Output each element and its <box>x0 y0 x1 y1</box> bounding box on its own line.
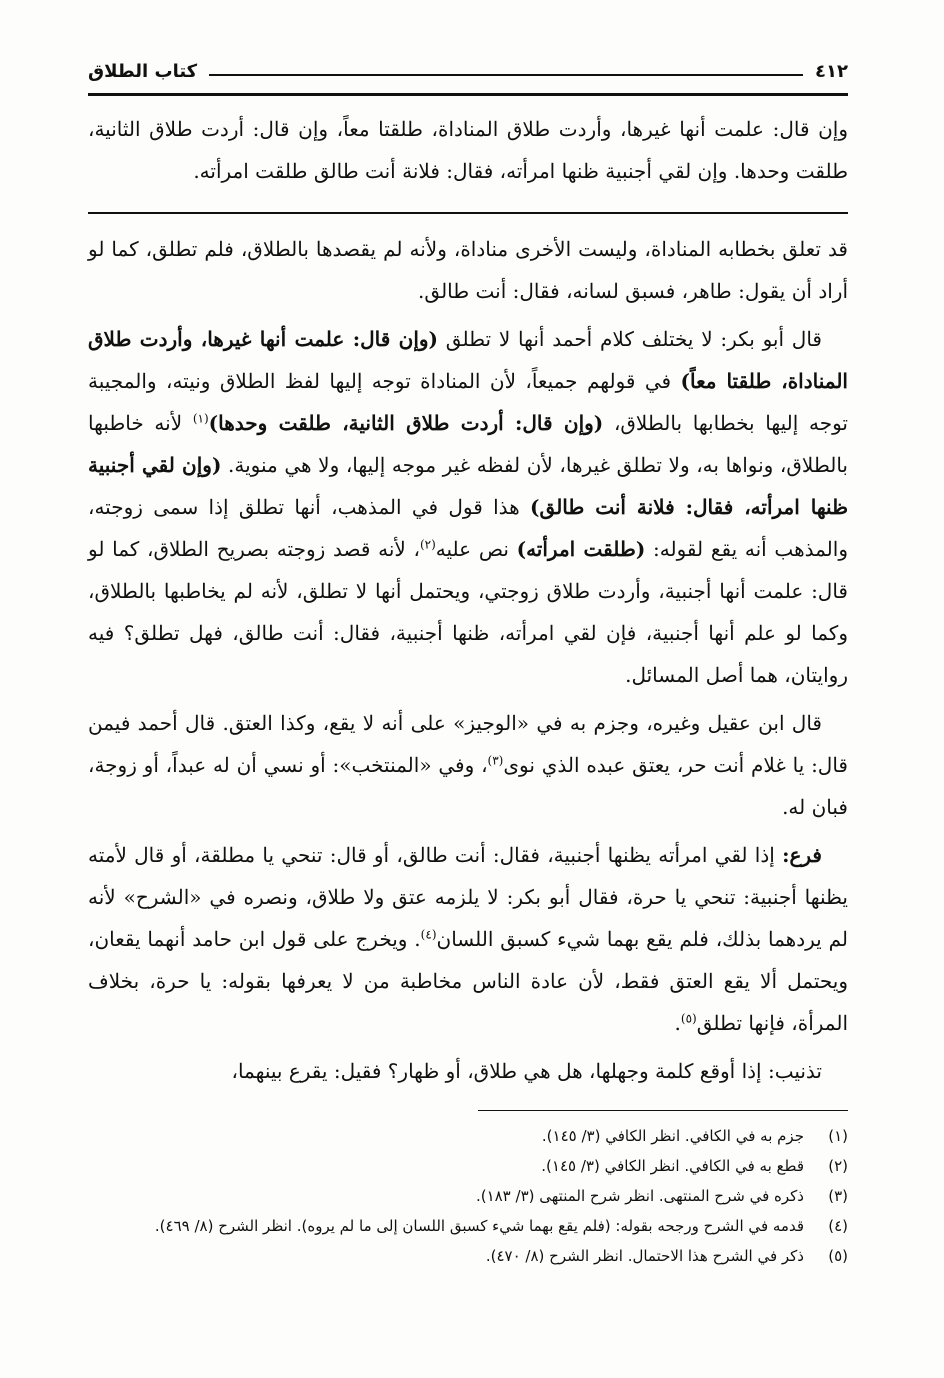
footnote-ref[interactable]: (٣) <box>487 753 504 768</box>
footnote <box>88 1121 848 1151</box>
footnote-ref[interactable]: (٤) <box>420 927 437 942</box>
quoted-matn: (وإن لقي أجنبية ظنها امرأته، فقال: فلانة أنت طالق) <box>88 453 848 519</box>
footnote-ref[interactable]: (٥) <box>680 1011 697 1026</box>
footnote <box>88 1241 848 1271</box>
footnote-number: (٢) <box>828 1157 848 1175</box>
commentary-paragraph-2 <box>88 318 848 696</box>
page-number: ٤١٢ <box>815 60 848 82</box>
text-run: قال أبو بكر: لا يختلف كلام أحمد أنها لا تطلق <box>438 327 822 351</box>
text-run: . ويخرج على قول ابن حامد أنهما يقعان، ويحتمل ألا يقع العتق فقط، لأن عادة الناس مخاطبة من لا يعرفها بقوله: يا حرة، بخلاف المرأة، فإنها تطلق <box>88 927 848 1035</box>
quoted-matn: (وإن قال: علمت أنها غيرها، وأردت طلاق المناداة، طلقتا معاً) <box>88 327 848 393</box>
header-divider <box>88 93 848 96</box>
footnote-number: (٤) <box>828 1217 848 1235</box>
matn-separator <box>88 212 848 214</box>
commentary-paragraph-5: تذنيب: إذا أوقع كلمة وجهلها، هل هي طلاق، أو ظهار؟ فقيل: يقرع بينهما، <box>231 1059 822 1083</box>
footnote-number: (٥) <box>828 1247 848 1265</box>
text-run: نص عليه <box>435 537 517 561</box>
text-run: إذا لقي امرأته يظنها أجنبية، فقال: أنت طالق، أو قال: تنحي يا مطلقة، أو قال لأمته يظنها أجنبية: تنحي يا حرة، فقال أبو بكر: لا يلزمه عتق ولا طلاق، ونصره في «الشرح» لأنه لم يردهما بذلك، فلم يقع بهما شيء كسبق اللسان <box>88 843 849 951</box>
footnote-separator <box>478 1110 848 1111</box>
footnote-text: جزم به في الكافي. انظر الكافي (٣/ ١٤٥). <box>541 1127 804 1145</box>
footnote-text: قطع به في الكافي. انظر الكافي (٣/ ١٤٥). <box>541 1157 804 1175</box>
text-run: في قولهم جميعاً، لأن المناداة توجه إليها لفظ الطلاق ونيته، والمجيبة توجه إليها بخطابها بالطلاق، <box>88 369 848 435</box>
text-run: . <box>674 1011 681 1035</box>
far-label: فرع: <box>782 843 822 867</box>
header-rule <box>209 74 803 76</box>
footnote <box>88 1181 848 1211</box>
footnotes <box>88 1121 848 1271</box>
footnote-ref[interactable]: (٢) <box>419 537 436 552</box>
text-run: ، وفي «المنتخب»: أو نسي أن له عبداً، أو زوجة، فبان له. <box>88 753 848 819</box>
text-run: هذا قول في المذهب، أنها تطلق إذا سمى زوجته، والمذهب أنه يقع لقوله: <box>88 495 848 561</box>
text-run: ، لأنه قصد زوجته بصريح الطلاق، كما لو قال: علمت أنها أجنبية، وأردت طلاق زوجتي، ويحتمل أنها لا تطلق، لأنه لم يخاطبها بالطلاق، وكما لو علم أنها أجنبية، فإن لقي امرأته، ظنها أجنبية، فقال: أنت طالق، فهل تطلق؟ فيه روايتان، هما أصل المسائل. <box>88 537 848 687</box>
footnote-ref[interactable]: (١) <box>192 411 209 426</box>
page-header <box>88 55 848 87</box>
footnote-number: (٣) <box>828 1187 848 1205</box>
text-run: لأنه خاطبها بالطلاق، ونواها به، ولا تطلق غيرها، لأن لفظه غير موجه إليها، ولا هي منوية. <box>88 411 848 477</box>
text-run: قال ابن عقيل وغيره، وجزم به في «الوجيز» على أنه لا يقع، وكذا العتق. قال أحمد فيمن قال: يا غلام أنت حر، يعتق عبده الذي نوى <box>88 711 848 777</box>
footnote-text: ذكره في شرح المنتهى. انظر شرح المنتهى (٣/ ١٨٣). <box>475 1187 804 1205</box>
matn-text: وإن قال: علمت أنها غيرها، وأردت طلاق المناداة، طلقتا معاً، وإن قال: أردت طلاق الثانية، طلقت وحدها. وإن لقي أجنبية ظنها امرأته، فقال: فلانة أنت طالق طلقت امرأته. <box>88 117 848 183</box>
footnote-text: قدمه في الشرح ورجحه بقوله: (فلم يقع بهما شيء كسبق اللسان إلى ما لم يروه). انظر الشرح (٨/ ٤٦٩). <box>154 1217 804 1235</box>
page <box>88 55 848 1271</box>
footnote <box>88 1151 848 1181</box>
commentary-paragraph-3 <box>88 702 848 828</box>
commentary-paragraph-1: قد تعلق بخطابه المناداة، وليست الأخرى مناداة، ولأنه لم يقصدها بالطلاق، فلم تطلق، كما لو أراد أن يقول: طاهر، فسبق لسانه، فقال: أنت طالق. <box>88 237 848 303</box>
commentary-paragraph-4 <box>88 834 848 1044</box>
footnote-text: ذكر في الشرح هذا الاحتمال. انظر الشرح (٨/ ٤٧٠). <box>485 1247 804 1265</box>
footnote-number: (١) <box>828 1127 848 1145</box>
quoted-matn: (طلقت امرأته) <box>516 537 646 561</box>
quoted-matn: (وإن قال: أردت طلاق الثانية، طلقت وحدها) <box>208 411 604 435</box>
footnote <box>88 1211 848 1241</box>
book-title: كتاب الطلاق <box>88 60 198 82</box>
